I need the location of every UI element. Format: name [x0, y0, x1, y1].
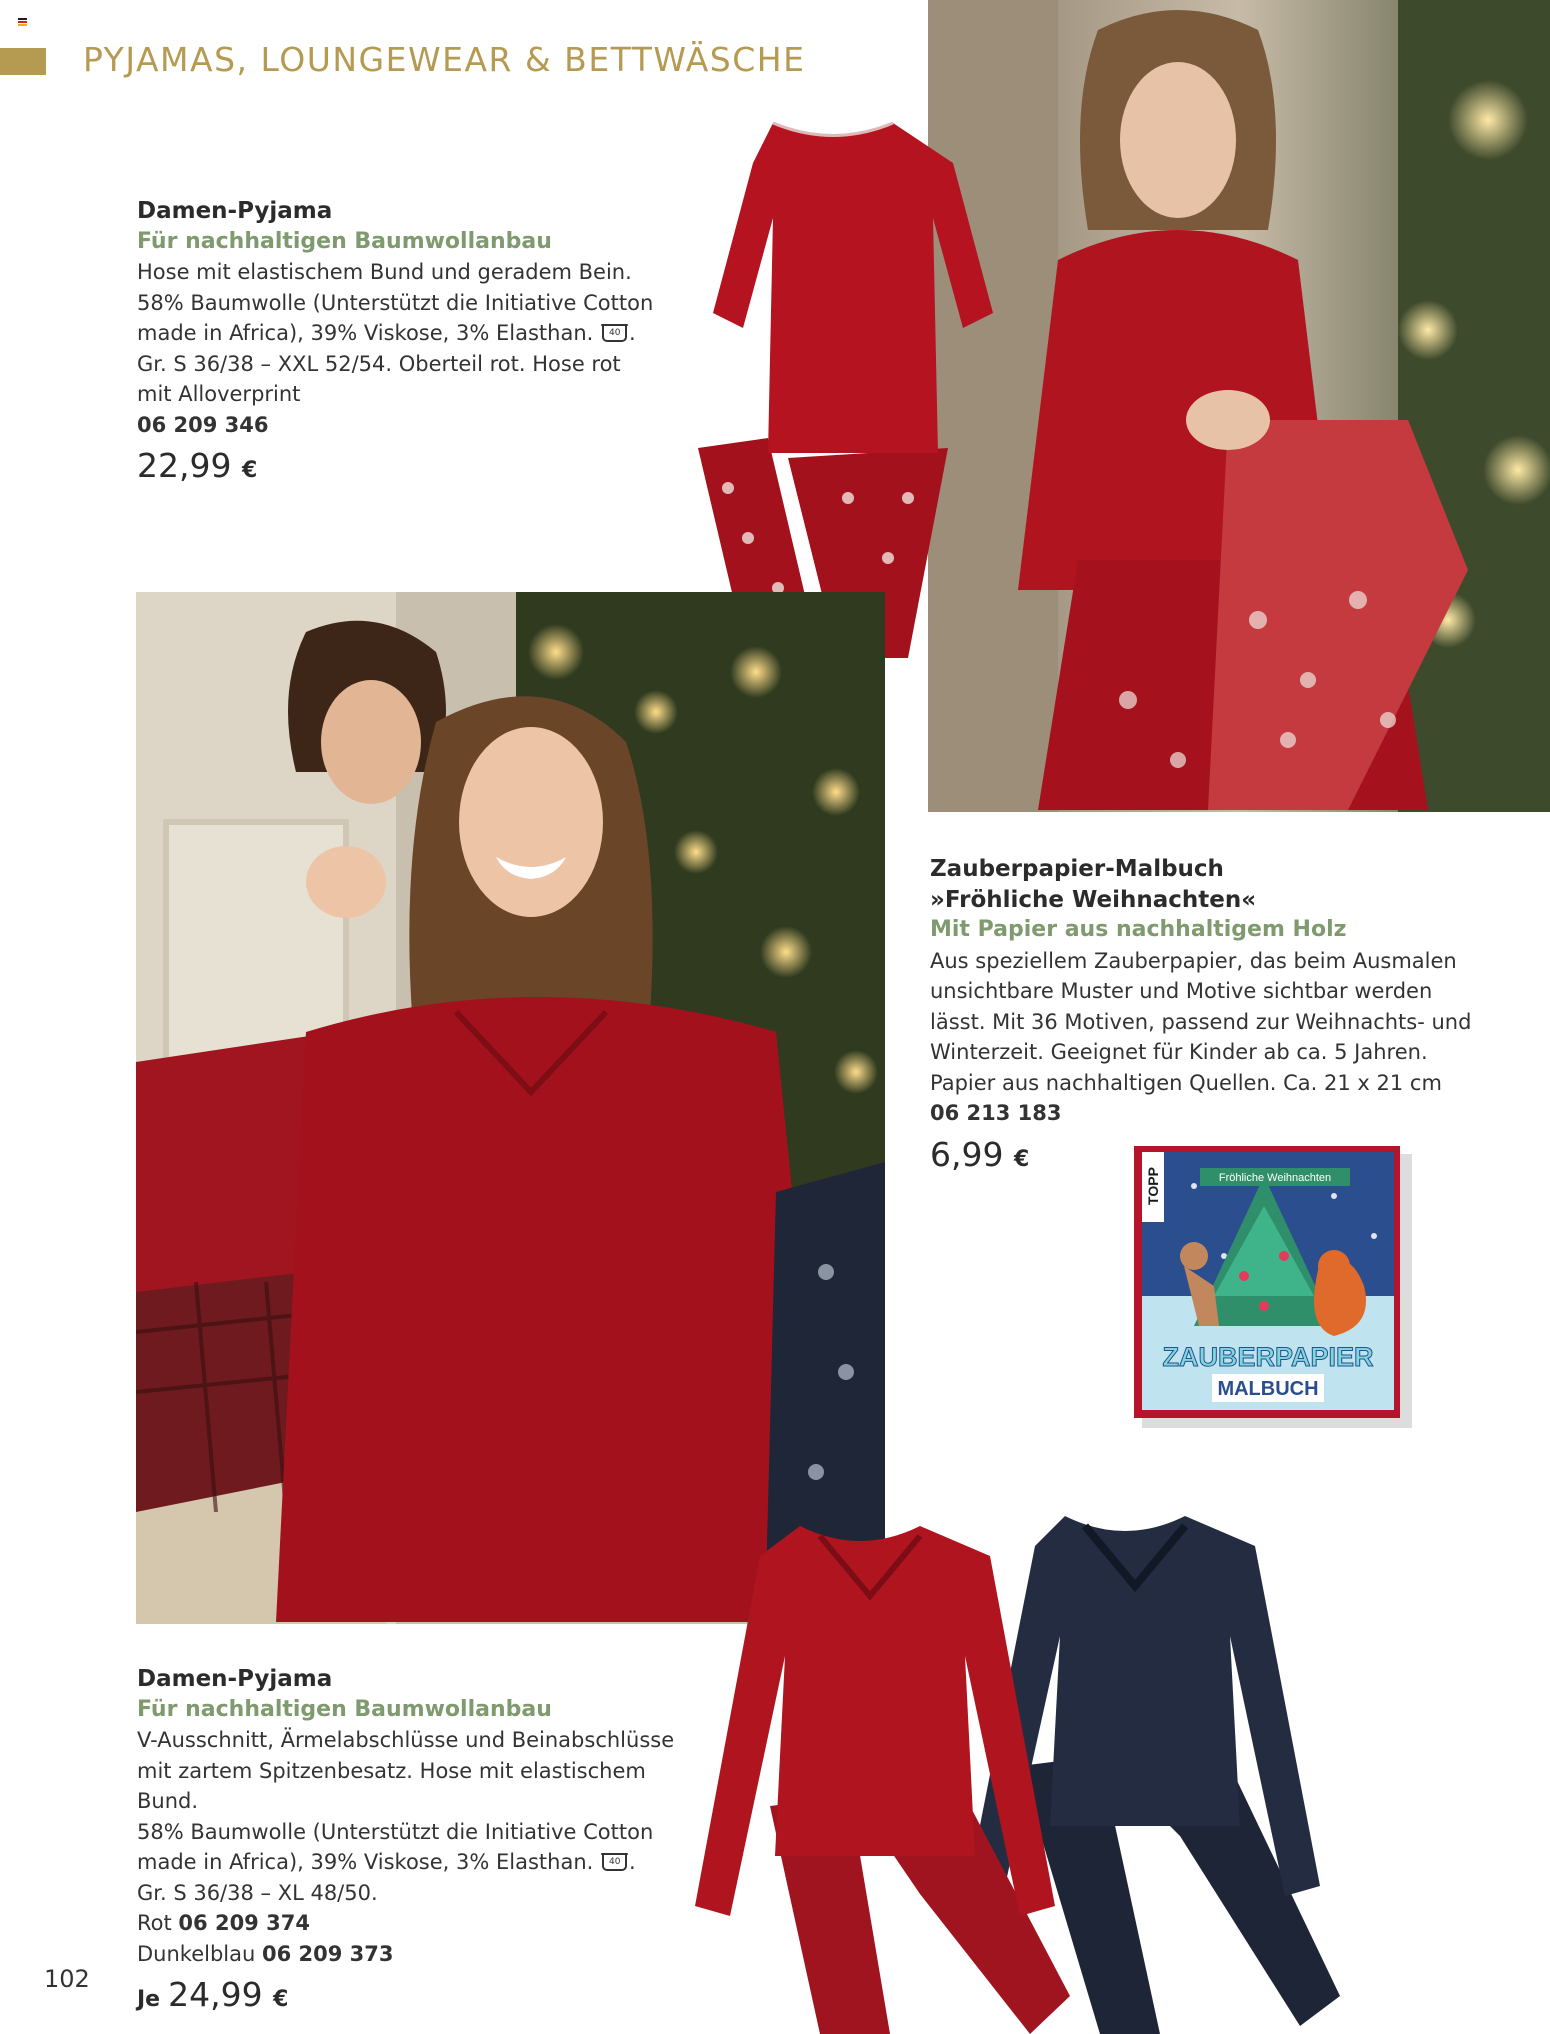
book-publisher: TOPP — [1145, 1167, 1161, 1205]
product-3-price: Je 24,99 € — [137, 1975, 289, 2014]
product-1-line: Hose mit elastischem Bund und geradem Bein. — [137, 260, 632, 284]
product-3-variant-navy: Dunkelblau 06 209 373 — [137, 1941, 394, 1966]
product-2-line: Aus speziellem Zauberpapier, das beim Ausmalen — [930, 948, 1457, 973]
product-2-line: lässt. Mit 36 Motiven, passend zur Weihnachts- und — [930, 1009, 1472, 1034]
page-number: 102 — [44, 1965, 90, 1993]
product-2-title: Zauberpapier-Malbuch — [930, 856, 1224, 882]
product-photo-red-pyjama — [668, 118, 1002, 664]
product-1-tagline: Für nachhaltigen Baumwollanbau — [137, 228, 552, 254]
product-2-line: unsichtbare Muster und Motive sichtbar werden — [930, 979, 1433, 1003]
product-1-line: Gr. S 36/38 – XXL 52/54. Oberteil rot. Hose rot — [137, 351, 621, 376]
product-photo-coloring-book — [1134, 1146, 1410, 1428]
product-photo-pyjama-red-navy — [680, 1506, 1340, 2034]
product-3-line: made in Africa), 39% Viskose, 3% Elasthan. 40 . — [137, 1847, 697, 1878]
product-3-variant-red: Rot 06 209 374 — [137, 1911, 310, 1935]
product-1-line: mit Alloverprint — [137, 382, 301, 406]
product-3-tagline: Für nachhaltigen Baumwollanbau — [137, 1696, 552, 1722]
product-1-line: made in Africa), 39% Viskose, 3% Elasthan. 40 . — [137, 318, 657, 349]
product-3-line: 58% Baumwolle (Unterstützt die Initiative Cotton — [137, 1819, 654, 1844]
product-3-title: Damen-Pyjama — [137, 1666, 333, 1692]
model-photo-red-pyjama — [928, 0, 1550, 812]
model-photo-mother-and-son — [136, 592, 885, 1624]
product-2-description — [930, 854, 1530, 1180]
product-1-description — [137, 196, 657, 491]
wash-40-icon — [602, 1853, 627, 1871]
language-flag-icon — [18, 18, 27, 25]
product-2-article-number: 06 213 183 — [930, 1101, 1062, 1125]
book-title-line-2: MALBUCH — [1217, 1378, 1319, 1400]
product-1-price: 22,99 € — [137, 446, 258, 485]
product-1-article-number: 06 209 346 — [137, 412, 269, 437]
product-2-price: 6,99 € — [930, 1134, 1030, 1174]
product-3-description — [137, 1664, 697, 2020]
book-subtitle: Fröhliche Weihnachten — [1218, 1172, 1332, 1184]
product-2-line: Papier aus nachhaltigen Quellen. Ca. 21 x 21 cm — [930, 1070, 1442, 1095]
product-3-line: Gr. S 36/38 – XL 48/50. — [137, 1880, 378, 1905]
section-accent-bar — [0, 48, 46, 75]
product-2-tagline: Mit Papier aus nachhaltigem Holz — [930, 917, 1347, 942]
product-2-line: Winterzeit. Geeignet für Kinder ab ca. 5 Jahren. — [930, 1040, 1428, 1064]
product-1-line: 58% Baumwolle (Unterstützt die Initiative Cotton — [137, 290, 654, 315]
section-title: PYJAMAS, LOUNGEWEAR & BETTWÄSCHE — [83, 40, 806, 79]
product-3-line: mit zartem Spitzenbesatz. Hose mit elastischem Bund. — [137, 1758, 646, 1813]
product-2-title-motif: »Fröhliche Weihnachten« — [930, 886, 1257, 913]
book-title: ZAUBERPAPIER — [1162, 1342, 1374, 1372]
product-1-title: Damen-Pyjama — [137, 198, 333, 224]
wash-40-icon — [602, 324, 627, 342]
product-3-line: V-Ausschnitt, Ärmelabschlüsse und Beinabschlüsse — [137, 1728, 675, 1752]
